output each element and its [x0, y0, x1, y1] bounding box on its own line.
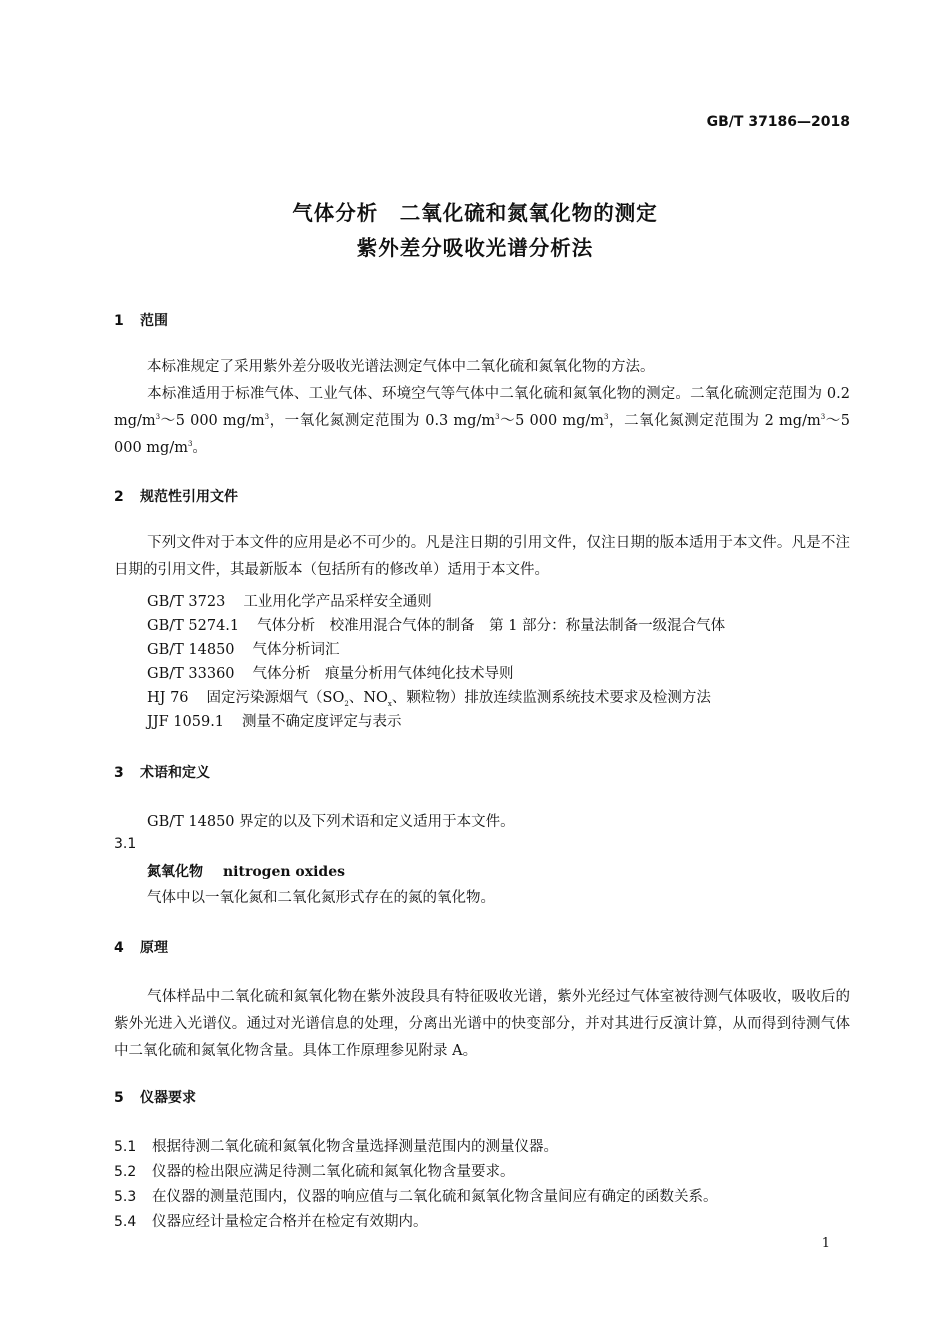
reference-code: GB/T 33360	[147, 666, 235, 682]
section-number: 3	[114, 765, 124, 781]
section-number: 2	[114, 489, 124, 505]
superscript: 3	[155, 413, 161, 422]
standard-code: GB/T 37186—2018	[706, 114, 850, 130]
superscript: 3	[495, 413, 500, 422]
reference-item	[147, 638, 340, 659]
clause-number: 5.3	[114, 1189, 137, 1205]
reference-item-hj76	[147, 686, 711, 707]
term-chinese: 氮氧化物	[147, 864, 203, 880]
principle-text: 气体样品中二氧化硫和氮氧化物在紫外波段具有特征吸收光谱，紫外光经过气体室被待测气体吸收，吸收后的紫外光进入光谱仪。通过对光谱信息的处理，分离出光谱中的快变部分，并对其进行反演计算，从而得到待测气体中二氧化硫和氮氧化物含量。具体工作原理参见附录 A。	[114, 989, 850, 1059]
clause-item	[114, 1185, 718, 1206]
clause-item	[114, 1160, 515, 1181]
section-heading-scope	[114, 310, 168, 330]
subscript: 2	[344, 699, 349, 708]
reference-title: 气体分析 痕量分析用气体纯化技术导则	[252, 666, 514, 682]
reference-code: GB/T 14850	[147, 642, 235, 658]
superscript: 3	[604, 413, 609, 422]
scope-text-2g: 。	[192, 440, 207, 456]
superscript: 3	[264, 413, 270, 422]
scope-text-2b: ～5 000 mg/m	[160, 413, 265, 429]
term-english: nitrogen oxides	[223, 864, 346, 880]
section-title: 原理	[140, 940, 168, 956]
superscript: 3	[187, 440, 193, 449]
clause-number: 5.2	[114, 1164, 137, 1180]
reference-title: 气体分析 校准用混合气体的制备 第 1 部分：称量法制备一级混合气体	[257, 618, 726, 634]
scope-text-2a: 本标准适用于标准气体、工业气体、环境空气等气体中二氧化硫和氮氧化物的测定。二氧化硫测定范围为 0.2 mg/m	[114, 386, 850, 429]
scope-text-2e: ，二氧化氮测定范围为 2 mg/m	[608, 413, 821, 429]
terms-intro: GB/T 14850 界定的以及下列术语和定义适用于本文件。	[147, 814, 515, 830]
reference-title-part: 、颗粒物）排放连续监测系统技术要求及检测方法	[391, 690, 711, 706]
term-definition: 气体中以一氧化氮和二氧化氮形式存在的氮的氧化物。	[147, 890, 495, 906]
reference-code: GB/T 3723	[147, 594, 226, 610]
scope-text-2f: ～5 000 mg/m	[114, 413, 850, 456]
section-heading-normative-references	[114, 486, 238, 506]
reference-code: GB/T 5274.1	[147, 618, 240, 634]
reference-item	[147, 662, 514, 683]
section-number: 5	[114, 1090, 124, 1106]
term-entry	[147, 861, 345, 881]
section-heading-instrument	[114, 1087, 196, 1107]
document-title-line1: 气体分析 二氧化硫和氮氧化物的测定	[292, 201, 658, 225]
reference-item	[147, 710, 402, 731]
document-title-line2: 紫外差分吸收光谱分析法	[356, 236, 594, 260]
superscript: 3	[820, 413, 826, 422]
normative-intro-paragraph	[114, 530, 850, 584]
clause-item	[114, 1135, 558, 1156]
scope-paragraph-2	[114, 381, 850, 462]
section-title: 仪器要求	[140, 1090, 196, 1106]
page-number: 1	[821, 1236, 830, 1251]
clause-number: 5.1	[114, 1139, 137, 1155]
section-title: 范围	[140, 313, 168, 329]
clause-text: 仪器应经计量检定合格并在检定有效期内。	[152, 1214, 428, 1230]
clause-item	[114, 1210, 428, 1231]
clause-text: 在仪器的测量范围内，仪器的响应值与二氧化硫和氮氧化物含量间应有确定的函数关系。	[152, 1189, 718, 1205]
clause-text: 根据待测二氧化硫和氮氧化物含量选择测量范围内的测量仪器。	[152, 1139, 558, 1155]
clause-text: 仪器的检出限应满足待测二氧化硫和氮氧化物含量要求。	[152, 1164, 515, 1180]
reference-title-part: 固定污染源烟气（SO	[206, 690, 345, 706]
scope-text-1: 本标准规定了采用紫外差分吸收光谱法测定气体中二氧化硫和氮氧化物的方法。	[147, 359, 655, 375]
term-number: 3.1	[114, 836, 137, 852]
reference-title: 气体分析词汇	[252, 642, 340, 658]
scope-text-2d: ～5 000 mg/m	[499, 413, 605, 429]
principle-paragraph	[114, 984, 850, 1065]
reference-code: JJF 1059.1	[147, 714, 225, 730]
section-heading-principle	[114, 937, 168, 957]
reference-title: 测量不确定度评定与表示	[242, 714, 402, 730]
clause-number: 5.4	[114, 1214, 137, 1230]
section-heading-terms	[114, 762, 210, 782]
subscript: x	[387, 699, 392, 708]
reference-code: HJ 76	[147, 690, 189, 706]
normative-intro-text: 下列文件对于本文件的应用是必不可少的。凡是注日期的引用文件，仅注日期的版本适用于本文件。凡是不注日期的引用文件，其最新版本（包括所有的修改单）适用于本文件。	[114, 535, 850, 578]
section-number: 1	[114, 313, 124, 329]
reference-item	[147, 590, 432, 611]
reference-title: 工业用化学产品采样安全通则	[243, 594, 432, 610]
section-title: 术语和定义	[140, 765, 210, 781]
scope-text-2c: ，一氧化氮测定范围为 0.3 mg/m	[269, 413, 496, 429]
reference-item	[147, 614, 725, 635]
reference-title-part: 、NO	[348, 690, 388, 706]
scope-paragraph-1	[114, 354, 850, 381]
section-number: 4	[114, 940, 124, 956]
section-title: 规范性引用文件	[140, 489, 238, 505]
